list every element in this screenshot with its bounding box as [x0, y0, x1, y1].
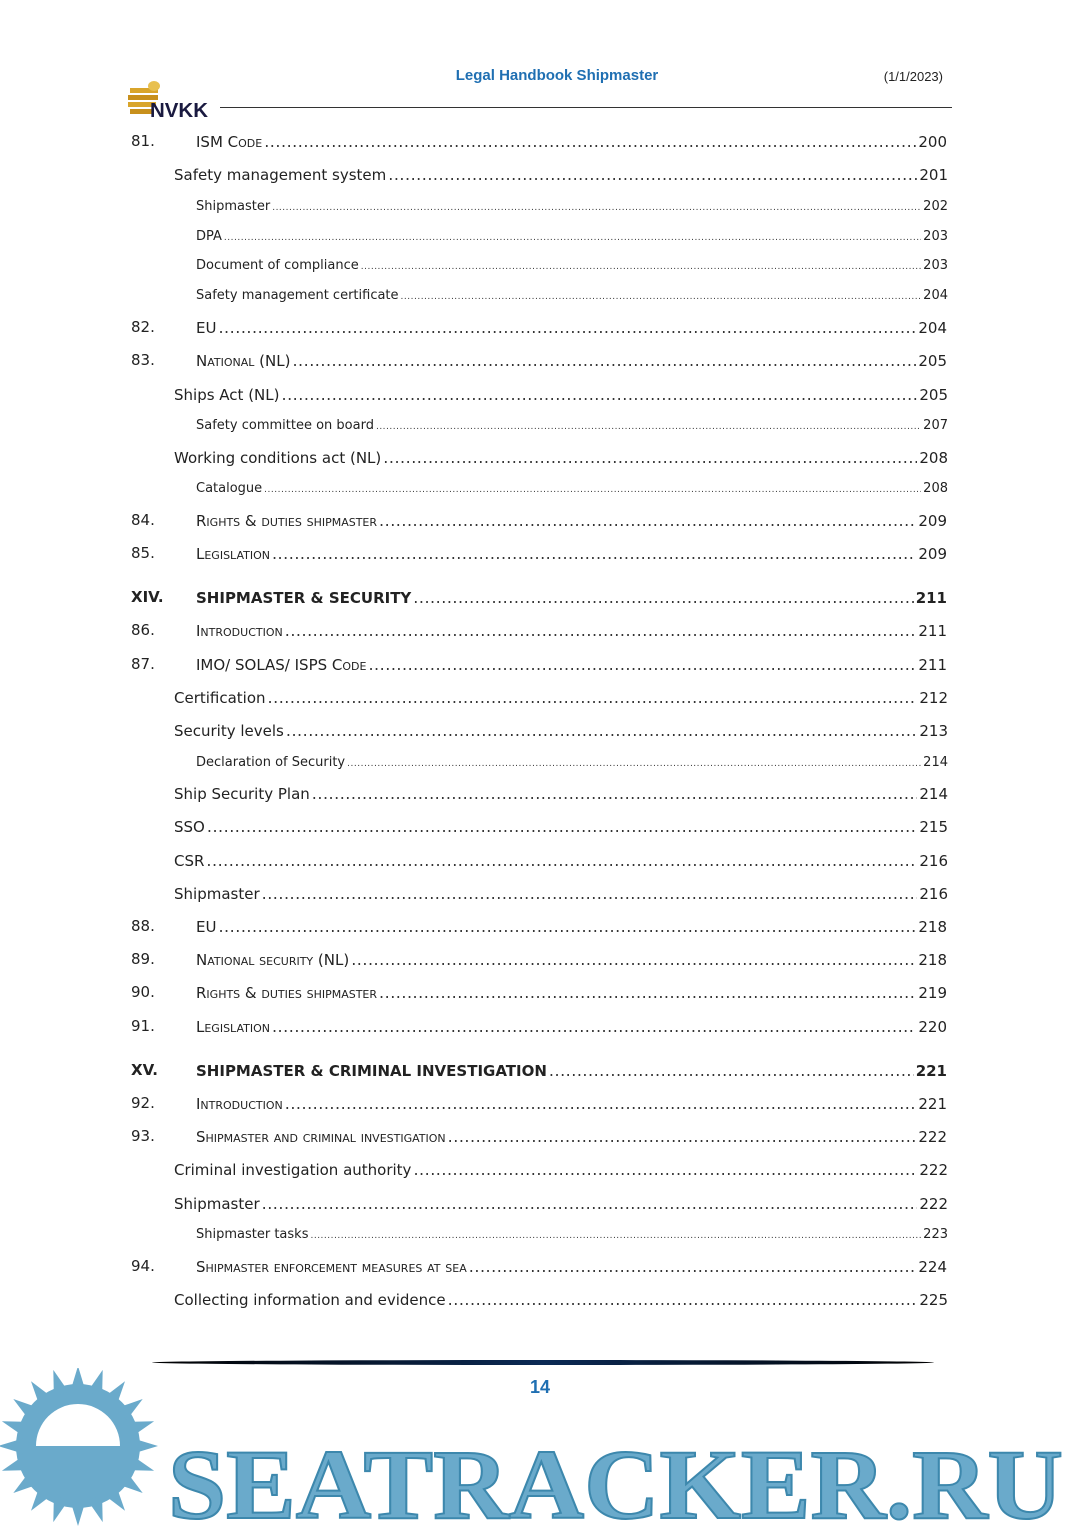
dot-leader	[413, 588, 913, 607]
toc-entry-label: Safety management certificate	[196, 288, 399, 303]
toc-entry-number: 85.	[131, 544, 155, 562]
dot-leader	[383, 448, 917, 467]
toc-entry[interactable]	[0, 481, 1080, 496]
watermark-text: SEATRACKER.RU	[168, 1429, 1063, 1527]
dot-leader	[218, 917, 916, 936]
toc-entry-number: 89.	[131, 950, 155, 968]
toc-entry-label: Certification	[174, 689, 266, 707]
toc-entry-label: CSR	[174, 852, 205, 870]
toc-entry-number: 92.	[131, 1094, 155, 1112]
dot-leader	[379, 983, 916, 1002]
toc-entry-page: 216	[919, 852, 948, 870]
toc-entry-page: 208	[923, 481, 948, 496]
toc-entry[interactable]	[0, 655, 1080, 674]
dot-leader	[347, 759, 921, 769]
toc-entry-page: 211	[918, 656, 947, 674]
dot-leader	[272, 203, 921, 213]
toc-entry[interactable]	[0, 511, 1080, 530]
toc-entry-number: 90.	[131, 983, 155, 1001]
toc-entry[interactable]	[0, 1257, 1080, 1276]
toc-entry-label: Security levels	[174, 722, 284, 740]
dot-leader	[448, 1127, 917, 1146]
toc-entry-label: Rights & duties shipmaster	[196, 512, 378, 530]
toc-entry[interactable]	[0, 132, 1080, 151]
dot-leader	[264, 132, 916, 151]
toc-entry[interactable]	[0, 544, 1080, 563]
toc-entry-label: Legislation	[196, 1018, 270, 1036]
toc-entry[interactable]	[0, 1127, 1080, 1146]
toc-entry[interactable]	[0, 983, 1080, 1002]
toc-entry[interactable]	[0, 448, 1080, 467]
dot-leader	[272, 544, 916, 563]
toc-entry-page: 201	[919, 166, 948, 184]
toc-entry-number: 88.	[131, 917, 155, 935]
toc-entry-number: 94.	[131, 1257, 155, 1275]
toc-entry-number: 82.	[131, 318, 155, 336]
toc-entry-page: 211	[915, 589, 947, 607]
toc-entry-label: Ship Security Plan	[174, 785, 310, 803]
toc-entry[interactable]	[0, 385, 1080, 404]
toc-entry-page: 215	[919, 818, 948, 836]
toc-entry[interactable]	[0, 688, 1080, 707]
toc-entry[interactable]	[0, 165, 1080, 184]
toc-entry[interactable]	[0, 258, 1080, 273]
dot-leader	[413, 1160, 917, 1179]
toc-entry-label: Criminal investigation authority	[174, 1161, 412, 1179]
dot-leader	[285, 621, 917, 640]
toc-entry-label: SHIPMASTER & SECURITY	[196, 589, 412, 607]
toc-entry[interactable]	[0, 1227, 1080, 1242]
toc-entry-label: Introduction	[196, 622, 283, 640]
dot-leader	[448, 1290, 918, 1309]
toc-entry-label: Safety committee on board	[196, 418, 374, 433]
sun-ray	[70, 1368, 85, 1392]
toc-entry-page: 219	[918, 984, 947, 1002]
toc-entry[interactable]	[0, 1017, 1080, 1036]
dot-leader	[262, 1194, 918, 1213]
toc-entry-label: Introduction	[196, 1095, 283, 1113]
toc-entry-label: National security (NL)	[196, 951, 350, 969]
toc-entry[interactable]	[0, 1290, 1080, 1309]
sun-ray	[133, 1438, 159, 1453]
toc-entry-page: 214	[923, 755, 948, 770]
toc-entry-page: 223	[923, 1227, 948, 1242]
toc-entry-label: EU	[196, 918, 217, 936]
toc-entry-page: 224	[918, 1258, 947, 1276]
toc-entry-page: 209	[918, 545, 947, 563]
toc-entry-label: SHIPMASTER & CRIMINAL INVESTIGATION	[196, 1062, 547, 1080]
toc-entry-page: 225	[919, 1291, 948, 1309]
dot-leader	[361, 262, 921, 272]
toc-entry[interactable]	[0, 1160, 1080, 1179]
toc-entry-page: 221	[915, 1062, 947, 1080]
dot-leader	[469, 1257, 917, 1276]
dot-leader	[286, 721, 918, 740]
toc-entry[interactable]	[0, 418, 1080, 433]
toc-entry[interactable]	[0, 621, 1080, 640]
toc-entry-page: 204	[923, 288, 948, 303]
footer-divider	[152, 1360, 934, 1365]
document-title: Legal Handbook Shipmaster	[455, 67, 659, 84]
sun-ray	[0, 1438, 24, 1453]
dot-leader	[224, 233, 921, 243]
toc-entry-page: 208	[919, 449, 948, 467]
toc-entry-page: 203	[923, 229, 948, 244]
dot-leader	[268, 688, 918, 707]
sun-ray	[70, 1501, 85, 1527]
dot-leader	[379, 511, 916, 530]
toc-entry-label: DPA	[196, 229, 222, 244]
toc-entry-number: 84.	[131, 511, 155, 529]
toc-entry-page: 202	[923, 199, 948, 214]
dot-leader	[281, 385, 917, 404]
dot-leader	[262, 884, 918, 903]
toc-entry-label: National (NL)	[196, 352, 291, 370]
dot-leader	[264, 485, 921, 495]
toc-entry[interactable]	[0, 917, 1080, 936]
toc-entry-label: Shipmaster tasks	[196, 1227, 309, 1242]
dot-leader	[292, 351, 916, 370]
toc-entry-page: 212	[919, 689, 948, 707]
dot-leader	[206, 851, 917, 870]
toc-entry[interactable]	[0, 721, 1080, 740]
toc-entry-page: 218	[918, 951, 947, 969]
toc-entry-page: 204	[918, 319, 947, 337]
dot-leader	[218, 318, 916, 337]
toc-entry[interactable]	[0, 318, 1080, 337]
toc-entry-number: 81.	[131, 132, 155, 150]
toc-entry-page: 200	[918, 133, 947, 151]
toc-entry-number: XV.	[131, 1061, 158, 1079]
toc-entry-page: 221	[918, 1095, 947, 1113]
toc-entry[interactable]	[0, 351, 1080, 370]
toc-entry-number: XIV.	[131, 588, 164, 606]
dot-leader	[388, 165, 917, 184]
toc-entry[interactable]	[0, 755, 1080, 770]
toc-entry-label: Shipmaster enforcement measures at sea	[196, 1258, 467, 1276]
toc-entry-label: Working conditions act (NL)	[174, 449, 382, 467]
dot-leader	[207, 817, 918, 836]
toc-entry-label: Shipmaster	[174, 1195, 260, 1213]
toc-entry-page: 222	[919, 1195, 948, 1213]
toc-entry-number: 83.	[131, 351, 155, 369]
toc-entry[interactable]	[0, 199, 1080, 214]
dot-leader	[351, 950, 916, 969]
toc-entry-number: 91.	[131, 1017, 155, 1035]
toc-entry-number: 87.	[131, 655, 155, 673]
toc-entry[interactable]	[0, 884, 1080, 903]
toc-entry-label: Shipmaster	[196, 199, 271, 214]
toc-entry-page: 218	[918, 918, 947, 936]
toc-entry[interactable]	[0, 851, 1080, 870]
toc-entry-label: Shipmaster	[174, 885, 260, 903]
toc-entry-page: 216	[919, 885, 948, 903]
document-date: (1/1/2023)	[883, 69, 943, 84]
toc-entry-label: Shipmaster and criminal investigation	[196, 1128, 446, 1146]
dot-leader	[310, 1231, 921, 1241]
dot-leader	[312, 784, 918, 803]
toc-entry[interactable]	[0, 950, 1080, 969]
toc-entry-page: 222	[918, 1128, 947, 1146]
toc-entry[interactable]	[0, 229, 1080, 244]
toc-entry-page: 205	[919, 386, 948, 404]
toc-entry-label: Safety management system	[174, 166, 387, 184]
sun-icon	[0, 1368, 158, 1526]
dot-leader	[272, 1017, 916, 1036]
toc-entry-page: 211	[918, 622, 947, 640]
page-number: 14	[529, 1377, 551, 1397]
toc-entry-label: Catalogue	[196, 481, 263, 496]
toc-entry-number: 93.	[131, 1127, 155, 1145]
toc-entry-label: IMO/ SOLAS/ ISPS Code	[196, 656, 367, 674]
header-divider	[220, 107, 952, 108]
dot-leader	[376, 422, 921, 432]
toc-entry-page: 213	[919, 722, 948, 740]
toc-entry[interactable]	[0, 1194, 1080, 1213]
toc-entry[interactable]	[0, 588, 1080, 607]
nvkk-logo	[128, 80, 210, 120]
toc-entry-label: Declaration of Security	[196, 755, 346, 770]
logo-text: NVKK	[150, 100, 209, 120]
dot-leader	[401, 292, 922, 302]
toc-entry-label: EU	[196, 319, 217, 337]
toc-entry[interactable]	[0, 817, 1080, 836]
toc-entry-label: Rights & duties shipmaster	[196, 984, 378, 1002]
dot-leader	[549, 1061, 914, 1080]
toc-entry-label: ISM Code	[196, 133, 263, 151]
toc-entry-label: Document of compliance	[196, 258, 359, 273]
dot-leader	[368, 655, 916, 674]
toc-entry-page: 205	[918, 352, 947, 370]
toc-entry-page: 209	[918, 512, 947, 530]
toc-entry-page: 203	[923, 258, 948, 273]
toc-entry[interactable]	[0, 1061, 1080, 1080]
toc-entry-page: 222	[919, 1161, 948, 1179]
toc-entry[interactable]	[0, 784, 1080, 803]
toc-entry-page: 207	[923, 418, 948, 433]
toc-entry-label: Legislation	[196, 545, 270, 563]
toc-entry-page: 220	[918, 1018, 947, 1036]
toc-entry-page: 214	[919, 785, 948, 803]
toc-entry[interactable]	[0, 288, 1080, 303]
toc-entry-label: Ships Act (NL)	[174, 386, 280, 404]
toc-entry[interactable]	[0, 1094, 1080, 1113]
toc-entry-label: SSO	[174, 818, 205, 836]
dot-leader	[285, 1094, 917, 1113]
toc-entry-label: Collecting information and evidence	[174, 1291, 446, 1309]
toc-entry-number: 86.	[131, 621, 155, 639]
